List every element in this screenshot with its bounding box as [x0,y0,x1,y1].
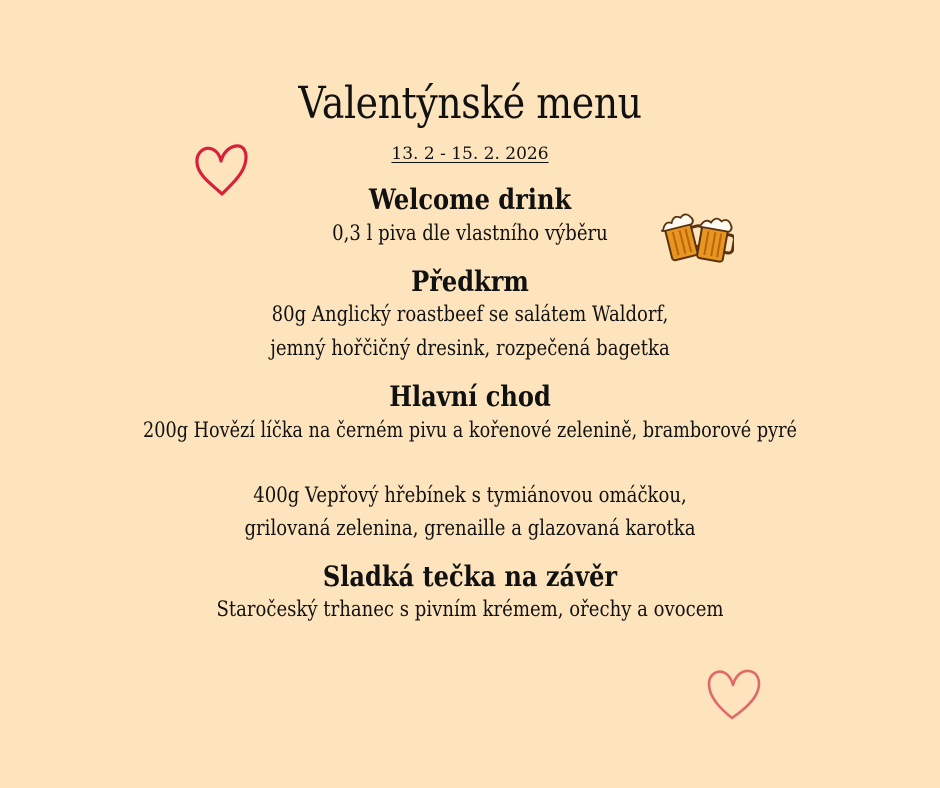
welcome-drink-line: 0,3 l piva dle vlastního výběru [332,221,608,245]
hlavni-chod-line-3: grilovaná zelenina, grenaille a glazovaná karotka [244,516,696,540]
dessert-line: Staročeský trhanec s pivním krémem, ořechy a ovocem [216,597,724,621]
menu-title: Valentýnské menu [298,78,642,129]
section-heading-predkrm: Předkrm [411,265,529,298]
section-heading-hlavni-chod: Hlavní chod [389,380,551,413]
hlavni-chod-line-2: 400g Vepřový hřebínek s tymiánovou omáčkou, [253,483,687,507]
section-heading-dessert: Sladká tečka na závěr [322,560,618,593]
beer-mugs-icon [660,210,734,266]
predkrm-line-1: 80g Anglický roastbeef se salátem Waldorf, [271,302,669,326]
predkrm-line-2: jemný hořčičný dresink, rozpečená bagetka [270,336,670,360]
heart-outline-icon [704,664,764,726]
heart-outline-icon [192,142,250,202]
hlavni-chod-line-1: 200g Hovězí líčka na černém pivu a kořenové zelenině, bramborové pyré [143,418,797,442]
section-heading-welcome-drink: Welcome drink [368,183,572,216]
menu-dates: 13. 2 - 15. 2. 2026 [391,144,549,164]
